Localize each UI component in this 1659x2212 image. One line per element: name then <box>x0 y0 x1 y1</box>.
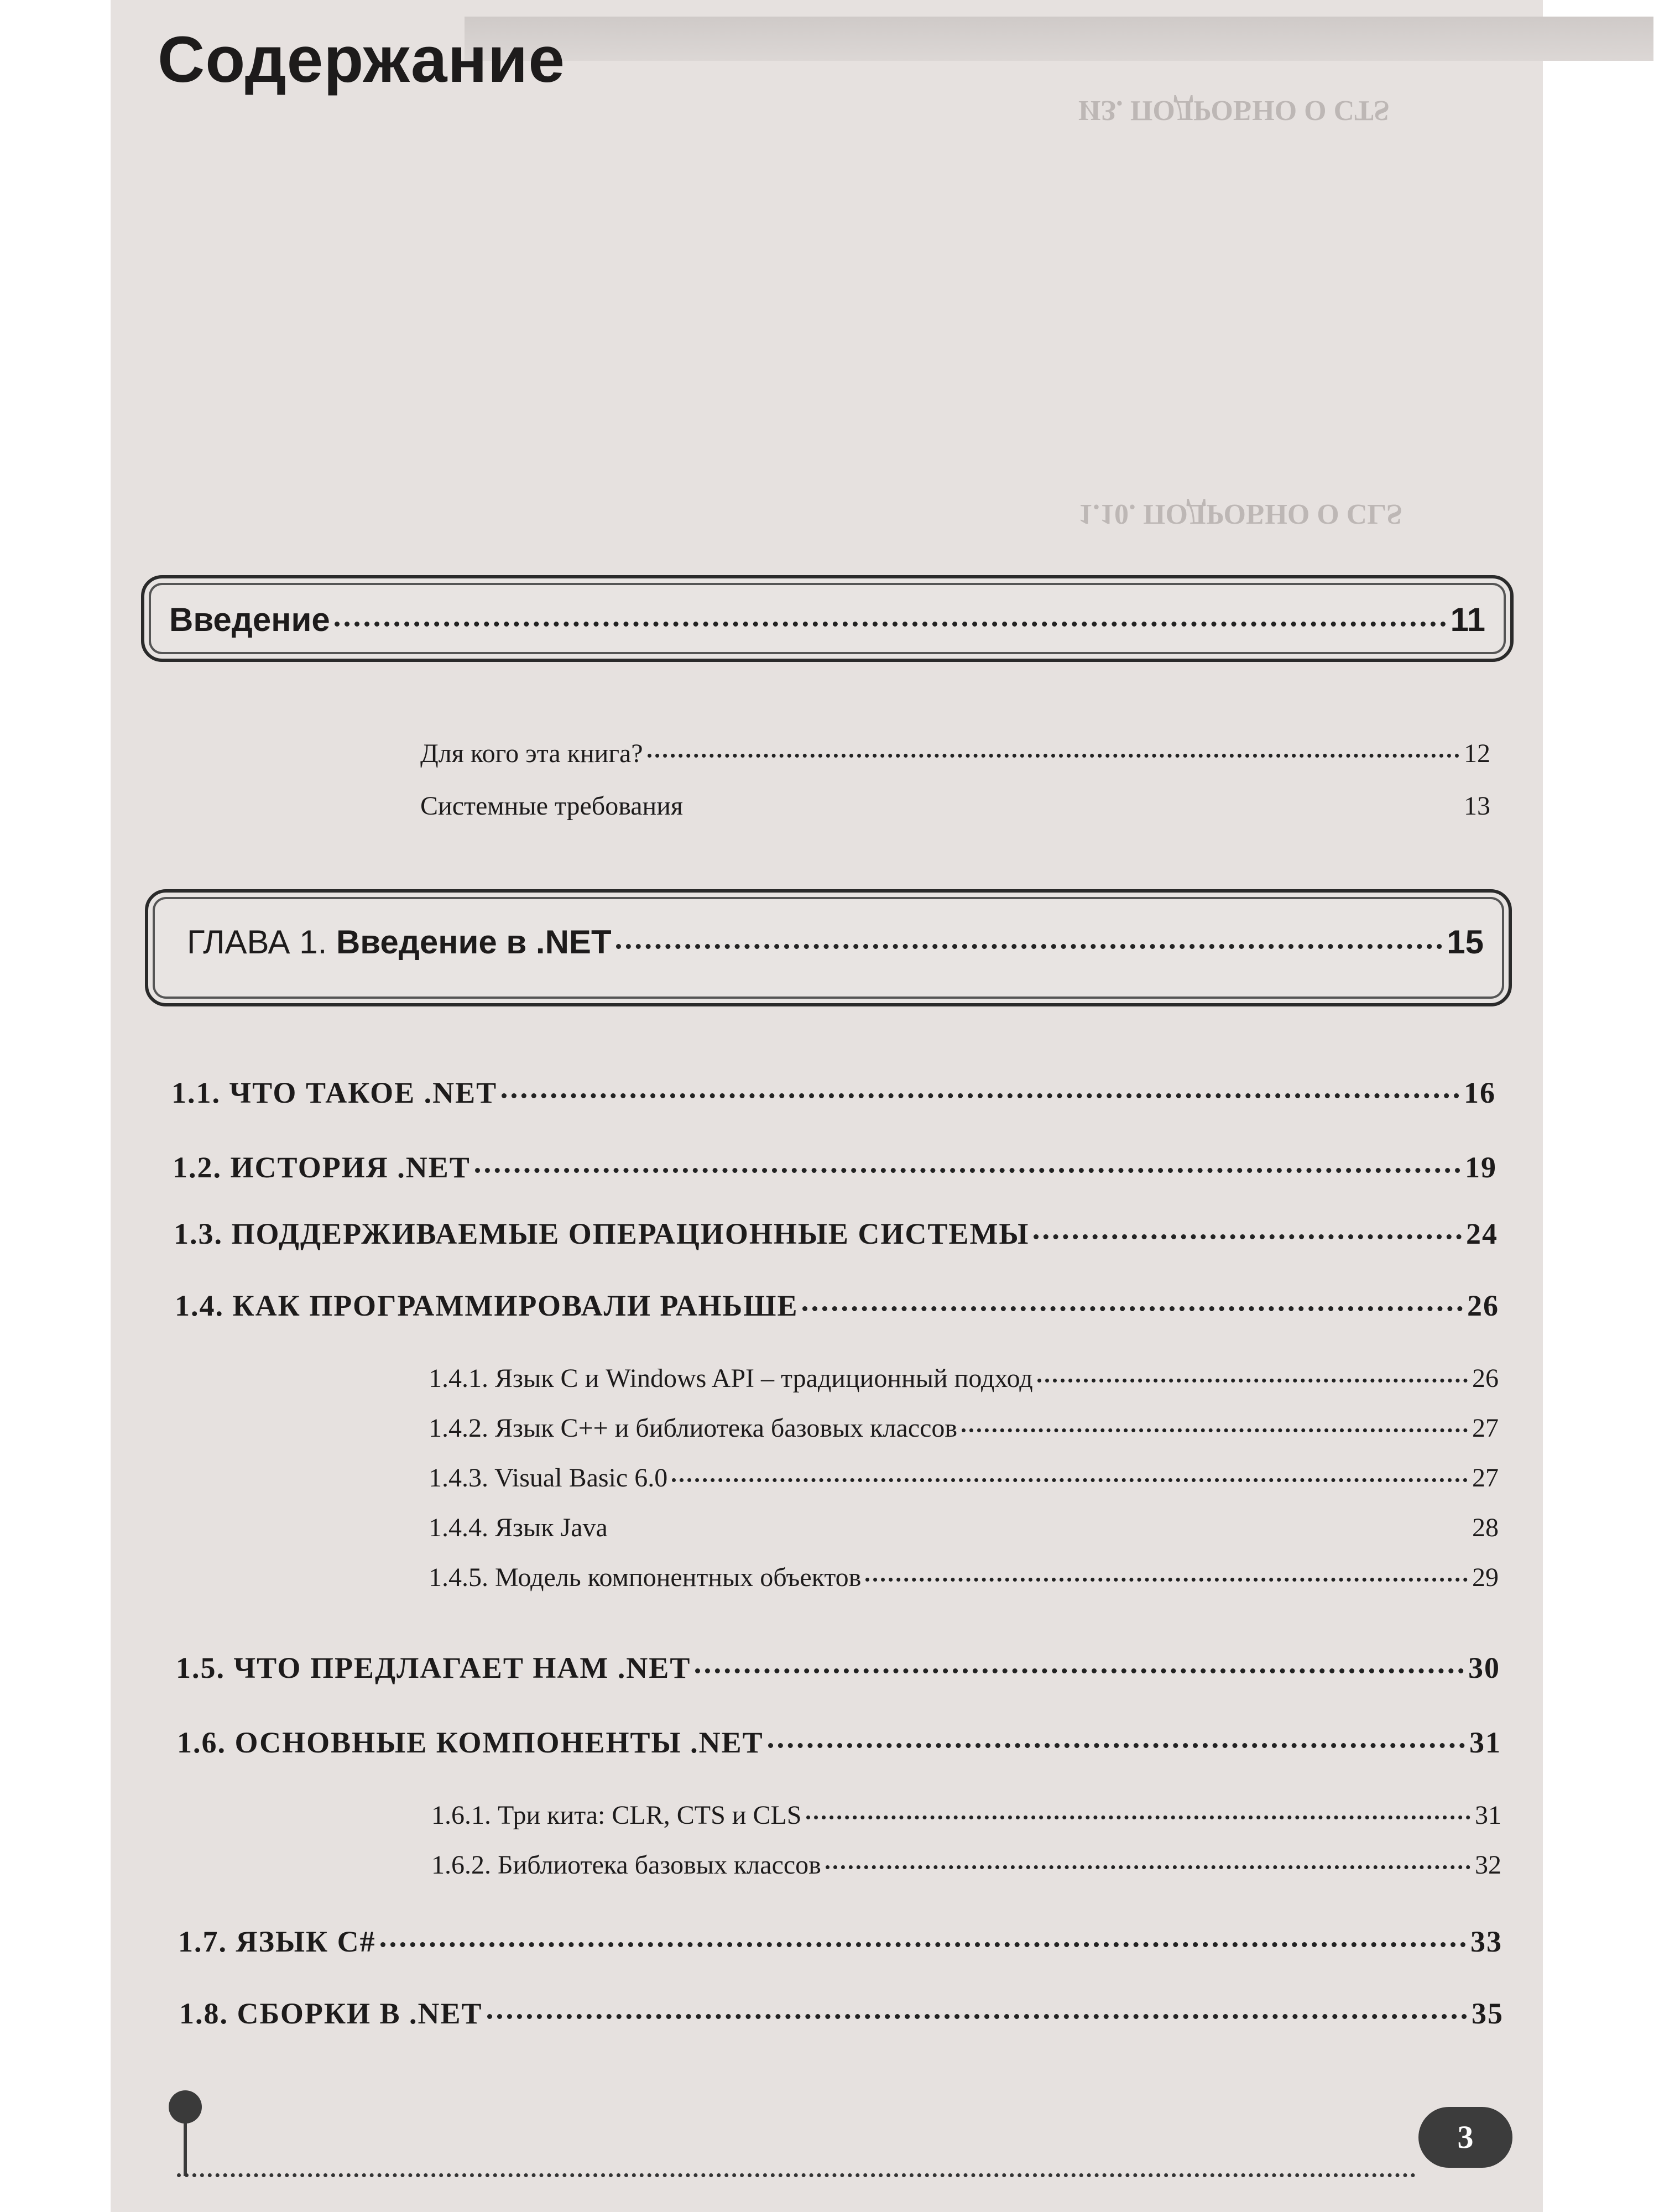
toc-entry[interactable] <box>177 1725 1501 1760</box>
toc-entry[interactable] <box>429 1413 1499 1443</box>
footer-stem <box>184 2121 187 2176</box>
dot-leader <box>616 944 1443 949</box>
entry-label: 1.3. ПОДДЕРЖИВАЕМЫЕ ОПЕРАЦИОННЫЕ СИСТЕМЫ <box>174 1217 1030 1250</box>
entry-page: 19 <box>1465 1151 1497 1184</box>
dot-leader <box>826 1865 1470 1869</box>
chapter-entry[interactable] <box>187 923 1484 961</box>
entry-label: 1.4.2. Язык C++ и библиотека базовых классов <box>429 1413 958 1443</box>
toc-entry[interactable] <box>179 1996 1504 2031</box>
entry-page: 12 <box>1464 739 1490 768</box>
toc-entry[interactable] <box>174 1217 1498 1251</box>
entry-label: 1.6.1. Три кита: CLR, CTS и CLS <box>431 1801 802 1830</box>
entry-page: 31 <box>1475 1801 1501 1830</box>
dot-leader <box>502 1093 1459 1098</box>
dot-leader <box>335 622 1446 627</box>
entry-page: 33 <box>1470 1925 1503 1958</box>
page-number-badge: 3 <box>1418 2107 1512 2168</box>
bleed-through-text: 1.10. ПОДРОБНО О CLS <box>1078 498 1402 530</box>
entry-label: Системные требования <box>420 791 683 821</box>
intro-box <box>141 575 1514 662</box>
dot-leader <box>1034 1234 1462 1239</box>
toc-entry[interactable] <box>176 1651 1500 1685</box>
chapter-prefix: ГЛАВА 1. <box>187 924 327 961</box>
entry-page: 24 <box>1466 1217 1498 1250</box>
toc-entry[interactable] <box>420 791 1490 821</box>
intro-entry[interactable] <box>169 601 1485 639</box>
entry-label: 1.4. КАК ПРОГРАММИРОВАЛИ РАНЬШЕ <box>175 1289 799 1322</box>
entry-page: 16 <box>1464 1076 1496 1109</box>
toc-entry[interactable] <box>420 738 1490 769</box>
entry-label: 1.1. ЧТО ТАКОЕ .NET <box>171 1076 498 1109</box>
entry-page: 29 <box>1472 1563 1499 1592</box>
dot-leader <box>672 1478 1468 1482</box>
dot-leader <box>865 1578 1468 1582</box>
entry-page: 26 <box>1467 1289 1499 1322</box>
toc-entry[interactable] <box>429 1512 1499 1543</box>
dot-leader <box>806 1815 1471 1819</box>
entry-label: 1.4.1. Язык C и Windows API – традиционный подход <box>429 1364 1033 1393</box>
entry-label: 1.4.3. Visual Basic 6.0 <box>429 1463 668 1493</box>
toc-entry[interactable] <box>431 1800 1501 1830</box>
bleed-through-text: ИЗ. ПОДРОБНО О CTS <box>1078 95 1390 126</box>
chapter-box <box>145 889 1512 1006</box>
page-title: Содержание <box>158 23 565 96</box>
dot-leader <box>962 1428 1468 1432</box>
intro-page: 11 <box>1450 601 1485 638</box>
toc-entry[interactable] <box>173 1150 1497 1185</box>
toc-entry[interactable] <box>429 1562 1499 1593</box>
entry-page: 30 <box>1468 1651 1500 1684</box>
entry-label: 1.2. ИСТОРИЯ .NET <box>173 1151 471 1184</box>
entry-label: 1.6. ОСНОВНЫЕ КОМПОНЕНТЫ .NET <box>177 1726 764 1759</box>
entry-label: 1.6.2. Библиотека базовых классов <box>431 1850 821 1880</box>
entry-page: 26 <box>1472 1364 1499 1393</box>
toc-entry[interactable] <box>171 1076 1496 1110</box>
toc-entry[interactable] <box>429 1363 1499 1394</box>
entry-page: 35 <box>1472 1997 1504 2030</box>
footer-rule <box>177 2173 1416 2177</box>
dot-leader <box>695 1668 1464 1673</box>
entry-label: 1.4.5. Модель компонентных объектов <box>429 1563 862 1592</box>
dot-leader <box>380 1942 1466 1947</box>
header-band <box>465 17 1653 61</box>
dot-leader <box>648 754 1459 758</box>
entry-label: 1.5. ЧТО ПРЕДЛАГАЕТ НАМ .NET <box>176 1651 691 1684</box>
chapter-page: 15 <box>1447 924 1484 961</box>
toc-entry[interactable] <box>178 1924 1503 1959</box>
entry-label: 1.7. ЯЗЫК C# <box>178 1925 376 1958</box>
entry-label: 1.4.4. Язык Java <box>429 1513 608 1542</box>
dot-leader <box>802 1306 1463 1311</box>
toc-entry[interactable] <box>175 1288 1499 1323</box>
entry-page: 28 <box>1472 1513 1499 1542</box>
entry-label: Для кого эта книга? <box>420 739 643 768</box>
dot-leader <box>768 1743 1465 1748</box>
entry-page: 27 <box>1472 1413 1499 1443</box>
footer-bullet-icon <box>169 2090 202 2124</box>
entry-label: 1.8. СБОРКИ В .NET <box>179 1997 483 2030</box>
dot-leader <box>475 1168 1460 1173</box>
toc-entry[interactable] <box>429 1463 1499 1493</box>
toc-entry[interactable] <box>431 1850 1501 1880</box>
entry-page: 13 <box>1464 791 1490 821</box>
dot-leader <box>487 2014 1467 2019</box>
entry-page: 31 <box>1469 1726 1501 1759</box>
entry-page: 27 <box>1472 1463 1499 1493</box>
chapter-label: Введение в .NET <box>336 924 612 961</box>
entry-page: 32 <box>1475 1850 1501 1880</box>
intro-label: Введение <box>169 601 330 638</box>
dot-leader <box>1037 1379 1468 1383</box>
